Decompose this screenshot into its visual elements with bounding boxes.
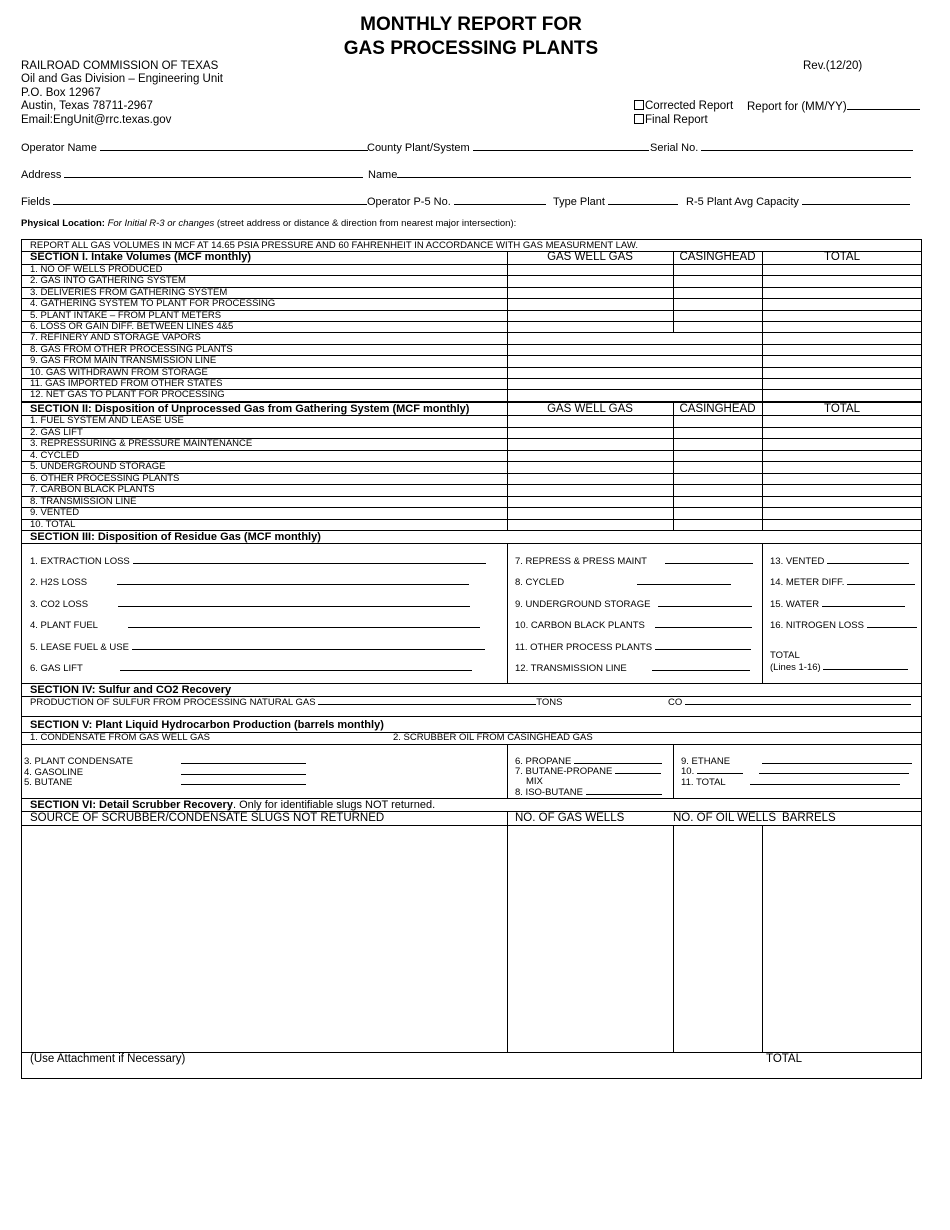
s3-field-label: 7. REPRESS & PRESS MAINT bbox=[515, 556, 647, 567]
address-field[interactable] bbox=[21, 168, 363, 181]
s1-row-label: 12. NET GAS TO PLANT FOR PROCESSING bbox=[30, 389, 225, 401]
rule bbox=[673, 744, 674, 798]
s2-row-label: 10. TOTAL bbox=[30, 518, 76, 530]
s3-field-label: 1. EXTRACTION LOSS bbox=[30, 556, 130, 567]
po-box: P.O. Box 12967 bbox=[21, 87, 101, 99]
s3-field-input[interactable] bbox=[128, 619, 480, 628]
final-report-option[interactable] bbox=[634, 114, 708, 128]
s2-gas-well-cell[interactable] bbox=[508, 484, 672, 495]
s3-field[interactable] bbox=[515, 598, 752, 610]
s1-total-cell[interactable] bbox=[763, 321, 921, 332]
s2-casinghead-cell[interactable] bbox=[674, 519, 761, 530]
s3-total-label: TOTAL bbox=[770, 650, 800, 661]
s1-total-cell[interactable] bbox=[763, 355, 921, 366]
s2-row-label: 5. UNDERGROUND STORAGE bbox=[30, 461, 166, 472]
s3-field-input[interactable] bbox=[117, 576, 469, 585]
s2-row-label: 7. CARBON BLACK PLANTS bbox=[30, 484, 155, 495]
s6-oil-wells-area[interactable] bbox=[674, 826, 761, 1051]
s1-casinghead-cell[interactable] bbox=[674, 275, 761, 286]
s5-left-input[interactable] bbox=[181, 766, 306, 775]
s5-left-label: 5. BUTANE bbox=[24, 777, 73, 788]
s3-field[interactable] bbox=[30, 641, 485, 653]
s5-left-field[interactable] bbox=[24, 776, 306, 788]
s2-total-cell[interactable] bbox=[763, 519, 921, 530]
physical-location-rest: (street address or distance & direction from nearest major intersection): bbox=[214, 218, 517, 229]
s1-total-cell[interactable] bbox=[763, 275, 921, 286]
iso-butane-field[interactable] bbox=[515, 786, 662, 798]
section3-title: SECTION III: Disposition of Residue Gas (MCF monthly) bbox=[30, 531, 321, 543]
s1-casinghead-cell[interactable] bbox=[674, 287, 761, 298]
sulfur-production-input[interactable] bbox=[318, 696, 536, 705]
ethane-label: 9. ETHANE bbox=[681, 756, 731, 767]
section1-title: SECTION I. Intake Volumes (MCF monthly) bbox=[30, 251, 252, 263]
s2-casinghead-cell[interactable] bbox=[674, 427, 761, 438]
section6-heading bbox=[30, 799, 435, 811]
section6-title: SECTION VI: Detail Scrubber Recovery bbox=[30, 799, 233, 811]
s3-field-label: 10. CARBON BLACK PLANTS bbox=[515, 620, 645, 631]
s1-row-label: 10. GAS WITHDRAWN FROM STORAGE bbox=[30, 366, 208, 378]
county-input[interactable] bbox=[473, 141, 649, 151]
section4-title: SECTION IV: Sulfur and CO2 Recovery bbox=[30, 684, 232, 696]
s3-field-input[interactable] bbox=[847, 576, 915, 585]
s2-gas-well-cell[interactable] bbox=[508, 461, 672, 472]
s2-total-cell[interactable] bbox=[763, 450, 921, 461]
s3-field-label: 5. LEASE FUEL & USE bbox=[30, 642, 129, 653]
s1-total-cell[interactable] bbox=[763, 367, 921, 378]
r5-capacity-field[interactable] bbox=[686, 195, 910, 208]
operator-p5-input[interactable] bbox=[454, 195, 546, 205]
s3-field[interactable] bbox=[30, 619, 480, 631]
email-address: Email:EngUnit@rrc.texas.gov bbox=[21, 114, 172, 126]
s3-field[interactable] bbox=[515, 555, 753, 567]
s1-gas-well-header: GAS WELL GAS bbox=[547, 251, 633, 263]
division-name: Oil and Gas Division – Engineering Unit bbox=[21, 73, 223, 85]
s1-row-label: 8. GAS FROM OTHER PROCESSING PLANTS bbox=[30, 343, 233, 355]
s2-casinghead-cell[interactable] bbox=[674, 496, 761, 507]
s3-field[interactable] bbox=[770, 555, 909, 567]
butane-propane-input[interactable] bbox=[615, 765, 661, 774]
fields-input[interactable] bbox=[53, 195, 367, 205]
iso-butane-input[interactable] bbox=[586, 786, 662, 795]
tons-label: TONS bbox=[536, 697, 563, 708]
item10-value-input[interactable] bbox=[759, 765, 909, 774]
s3-field-input[interactable] bbox=[132, 641, 485, 650]
s5-left-label: 3. PLANT CONDENSATE bbox=[24, 756, 133, 767]
serial-field[interactable] bbox=[650, 141, 913, 154]
operator-name-label: Operator Name bbox=[21, 142, 97, 154]
s1-total-cell[interactable] bbox=[763, 298, 921, 309]
s3-field-input[interactable] bbox=[120, 662, 472, 671]
s1-gas-well-cell[interactable] bbox=[508, 321, 672, 332]
s1-total-cell[interactable] bbox=[763, 310, 921, 321]
s1-total-cell[interactable] bbox=[763, 287, 921, 298]
s5-item1: 1. CONDENSATE FROM GAS WELL GAS bbox=[30, 732, 211, 743]
name-field[interactable] bbox=[368, 168, 911, 181]
s3-field-label: 8. CYCLED bbox=[515, 577, 565, 588]
s2-row-label: 1. FUEL SYSTEM AND LEASE USE bbox=[30, 415, 184, 426]
s3-field[interactable] bbox=[770, 598, 905, 610]
rule bbox=[21, 716, 922, 717]
s3-field-input[interactable] bbox=[655, 641, 751, 650]
s2-gas-well-cell[interactable] bbox=[508, 519, 672, 530]
s2-row-label: 4. CYCLED bbox=[30, 449, 80, 461]
s1-row-label: 5. PLANT INTAKE – FROM PLANT METERS bbox=[30, 309, 222, 321]
s1-total-cell[interactable] bbox=[763, 378, 921, 389]
propane-input[interactable] bbox=[574, 755, 662, 764]
address-label: Address bbox=[21, 169, 62, 181]
type-plant-label: Type Plant bbox=[553, 196, 605, 208]
s1-row-label: 2. GAS INTO GATHERING SYSTEM bbox=[30, 275, 186, 287]
sulfur-production-label: PRODUCTION OF SULFUR FROM PROCESSING NATURAL GAS bbox=[30, 697, 316, 708]
rule bbox=[507, 543, 508, 683]
serial-label: Serial No. bbox=[650, 142, 699, 154]
s2-casinghead-cell[interactable] bbox=[674, 438, 761, 449]
s3-field[interactable] bbox=[30, 662, 472, 674]
corrected-report-checkbox[interactable] bbox=[634, 100, 644, 110]
s6-total-label: TOTAL bbox=[766, 1053, 802, 1065]
report-for-label: Report for (MM/YY) bbox=[747, 101, 847, 113]
s2-row-label: 6. OTHER PROCESSING PLANTS bbox=[30, 472, 180, 484]
notice: REPORT ALL GAS VOLUMES IN MCF AT 14.65 PSIA PRESSURE AND 60 FAHRENHEIT IN ACCORDANCE WITH GAS MEASURMENT LAW. bbox=[30, 240, 638, 251]
revision: Rev.(12/20) bbox=[803, 60, 863, 72]
s1-row-label: 3. DELIVERIES FROM GATHERING SYSTEM bbox=[30, 286, 228, 298]
s3-field-input[interactable] bbox=[118, 598, 470, 607]
s2-gas-well-cell[interactable] bbox=[508, 496, 672, 507]
s1-casinghead-cell[interactable] bbox=[674, 264, 761, 275]
s1-total-cell[interactable] bbox=[763, 332, 921, 343]
s3-field-label: 6. GAS LIFT bbox=[30, 663, 83, 674]
s5-left-input[interactable] bbox=[181, 755, 306, 764]
s2-casinghead-cell[interactable] bbox=[674, 473, 761, 484]
s3-field-label: 12. TRANSMISSION LINE bbox=[515, 663, 627, 674]
s3-field-input[interactable] bbox=[658, 598, 752, 607]
s3-field-label: 13. VENTED bbox=[770, 556, 825, 567]
form-title-line2: GAS PROCESSING PLANTS bbox=[343, 38, 599, 59]
s1-row-label: 11. GAS IMPORTED FROM OTHER STATES bbox=[30, 378, 223, 389]
s2-total-header: TOTAL bbox=[824, 403, 860, 415]
s3-field-label: 16. NITROGEN LOSS bbox=[770, 620, 864, 631]
r5-capacity-input[interactable] bbox=[802, 195, 910, 205]
s2-total-cell[interactable] bbox=[763, 461, 921, 472]
name-label: Name bbox=[368, 169, 398, 181]
co2-field[interactable] bbox=[668, 696, 911, 708]
section5-title: SECTION V: Plant Liquid Hydrocarbon Production (barrels monthly) bbox=[30, 719, 384, 731]
s1-casinghead-cell[interactable] bbox=[674, 310, 761, 321]
s2-casinghead-cell[interactable] bbox=[674, 461, 761, 472]
item10-label: 10. bbox=[681, 766, 695, 777]
s1-gas-well-cell[interactable] bbox=[508, 287, 672, 298]
s2-row-label: 3. REPRESSURING & PRESSURE MAINTENANCE bbox=[30, 438, 253, 449]
s6-source-area[interactable] bbox=[22, 826, 506, 1051]
s1-total-cell[interactable] bbox=[763, 344, 921, 355]
report-for-field[interactable] bbox=[747, 100, 920, 115]
s2-total-cell[interactable] bbox=[763, 484, 921, 495]
s3-field-input[interactable] bbox=[867, 619, 917, 628]
fields-field[interactable] bbox=[21, 195, 367, 208]
fields-label: Fields bbox=[21, 196, 51, 208]
report-for-input[interactable] bbox=[847, 100, 920, 110]
s3-field-input[interactable] bbox=[637, 576, 731, 585]
s3-field[interactable] bbox=[515, 662, 750, 674]
s6-oil-wells-header: NO. OF OIL WELLS bbox=[673, 812, 777, 824]
s3-field-input[interactable] bbox=[822, 598, 905, 607]
co2-input[interactable] bbox=[685, 696, 911, 705]
iso-butane-label: 8. ISO-BUTANE bbox=[515, 787, 583, 798]
rule bbox=[673, 251, 674, 333]
rule bbox=[673, 402, 674, 530]
s2-casinghead-cell[interactable] bbox=[674, 415, 761, 426]
s2-casinghead-cell[interactable] bbox=[674, 507, 761, 518]
s3-field-input[interactable] bbox=[133, 555, 486, 564]
mix-label: MIX bbox=[526, 776, 543, 787]
s3-field[interactable] bbox=[770, 576, 915, 588]
s3-field-input[interactable] bbox=[655, 619, 752, 628]
address-input[interactable] bbox=[64, 168, 363, 178]
s2-row-label: 9. VENTED bbox=[30, 507, 80, 518]
name-input[interactable] bbox=[397, 168, 911, 178]
s2-casinghead-cell[interactable] bbox=[674, 450, 761, 461]
s1-total-cell[interactable] bbox=[763, 264, 921, 275]
agency-name: RAILROAD COMMISSION OF TEXAS bbox=[21, 60, 219, 72]
s6-barrels-area[interactable] bbox=[763, 826, 921, 1051]
city-address: Austin, Texas 78711-2967 bbox=[21, 100, 153, 112]
s6-source-header: SOURCE OF SCRUBBER/CONDENSATE SLUGS NOT RETURNED bbox=[30, 812, 385, 824]
section6-subtitle: . Only for identifiable slugs NOT returned. bbox=[232, 799, 436, 811]
s1-row-label: 1. NO OF WELLS PRODUCED bbox=[30, 264, 163, 275]
physical-location-label: Physical Location: bbox=[21, 218, 105, 229]
s3-field-label: 2. H2S LOSS bbox=[30, 577, 88, 588]
operator-name-input[interactable] bbox=[100, 141, 368, 151]
serial-input[interactable] bbox=[701, 141, 913, 151]
operator-p5-label: Operator P-5 No. bbox=[367, 196, 451, 208]
type-plant-input[interactable] bbox=[608, 195, 678, 205]
sulfur-production-field[interactable] bbox=[30, 696, 562, 708]
physical-location-italic: For Initial R-3 or changes bbox=[107, 218, 215, 229]
county-field[interactable] bbox=[367, 141, 649, 154]
s1-gas-well-cell[interactable] bbox=[508, 298, 672, 309]
physical-location bbox=[21, 218, 516, 229]
butane-propane-label: 7. BUTANE-PROPANE bbox=[515, 766, 613, 777]
s3-total-input[interactable] bbox=[823, 661, 908, 670]
s2-gas-well-cell[interactable] bbox=[508, 427, 672, 438]
s6-barrels-header: BARRELS bbox=[782, 812, 836, 824]
s5-total-label: 11. TOTAL bbox=[681, 777, 726, 788]
s2-row-label: 2. GAS LIFT bbox=[30, 426, 83, 438]
s2-gas-well-cell[interactable] bbox=[508, 450, 672, 461]
s2-total-cell[interactable] bbox=[763, 473, 921, 484]
s2-gas-well-cell[interactable] bbox=[508, 438, 672, 449]
r5-capacity-label: R-5 Plant Avg Capacity bbox=[686, 196, 799, 208]
s3-field[interactable] bbox=[515, 619, 752, 631]
s1-total-header: TOTAL bbox=[824, 251, 860, 263]
type-plant-field[interactable] bbox=[553, 195, 678, 208]
s2-total-cell[interactable] bbox=[763, 415, 921, 426]
s1-casinghead-header: CASINGHEAD bbox=[679, 251, 756, 263]
operator-name-field[interactable] bbox=[21, 141, 368, 154]
s1-row-label: 4. GATHERING SYSTEM TO PLANT FOR PROCESSING bbox=[30, 298, 276, 310]
propane-label: 6. PROPANE bbox=[515, 756, 572, 767]
s3-field-label: 4. PLANT FUEL bbox=[30, 620, 98, 631]
s2-casinghead-cell[interactable] bbox=[674, 484, 761, 495]
rule bbox=[507, 251, 508, 401]
s1-casinghead-cell[interactable] bbox=[674, 321, 761, 332]
co-label: CO bbox=[668, 697, 683, 708]
final-report-checkbox[interactable] bbox=[634, 114, 644, 124]
s1-row-label: 6. LOSS OR GAIN DIFF. BETWEEN LINES 4&5 bbox=[30, 321, 234, 332]
s2-total-cell[interactable] bbox=[763, 438, 921, 449]
s2-casinghead-header: CASINGHEAD bbox=[679, 403, 756, 415]
s5-total-input[interactable] bbox=[750, 776, 900, 785]
s1-gas-well-cell[interactable] bbox=[508, 275, 672, 286]
s2-gas-well-header: GAS WELL GAS bbox=[547, 403, 633, 415]
ethane-input[interactable] bbox=[762, 755, 912, 764]
s2-gas-well-cell[interactable] bbox=[508, 507, 672, 518]
rule bbox=[21, 744, 922, 745]
rule bbox=[507, 402, 508, 530]
s3-field[interactable] bbox=[770, 619, 917, 631]
s1-total-cell[interactable] bbox=[763, 389, 921, 400]
s3-total-lines-label: (Lines 1-16) bbox=[770, 662, 821, 673]
s3-field-label: 9. UNDERGROUND STORAGE bbox=[515, 599, 651, 610]
rule bbox=[507, 744, 508, 798]
s3-total-lines[interactable] bbox=[770, 661, 908, 673]
rule bbox=[762, 543, 763, 683]
s6-gas-wells-header: NO. OF GAS WELLS bbox=[515, 812, 625, 824]
s3-field[interactable] bbox=[515, 641, 751, 653]
form-title-line1: MONTHLY REPORT FOR bbox=[360, 14, 582, 35]
rule bbox=[762, 402, 763, 530]
rule bbox=[21, 543, 922, 544]
s2-total-cell[interactable] bbox=[763, 427, 921, 438]
s1-row-label: 7. REFINERY AND STORAGE VAPORS bbox=[30, 332, 201, 344]
s2-total-cell[interactable] bbox=[763, 496, 921, 507]
s1-gas-well-cell[interactable] bbox=[508, 310, 672, 321]
s6-gas-wells-area[interactable] bbox=[508, 826, 672, 1051]
corrected-report-label: Corrected Report bbox=[645, 100, 734, 112]
corrected-report-option[interactable] bbox=[634, 100, 733, 114]
s5-total-field[interactable] bbox=[681, 776, 900, 788]
s1-row-label: 9. GAS FROM MAIN TRANSMISSION LINE bbox=[30, 355, 217, 367]
s3-field-input[interactable] bbox=[665, 555, 753, 564]
s3-field[interactable] bbox=[515, 576, 731, 588]
s3-field-label: 11. OTHER PROCESS PLANTS bbox=[515, 642, 653, 653]
s3-field[interactable] bbox=[30, 598, 470, 610]
s3-field-label: 15. WATER bbox=[770, 599, 820, 610]
s5-left-input[interactable] bbox=[181, 776, 306, 785]
section2-title: SECTION II: Disposition of Unprocessed Gas from Gathering System (MCF monthly) bbox=[30, 403, 470, 415]
s2-gas-well-cell[interactable] bbox=[508, 415, 672, 426]
s2-gas-well-cell[interactable] bbox=[508, 473, 672, 484]
county-label: County Plant/System bbox=[367, 142, 470, 154]
s3-field[interactable] bbox=[30, 555, 486, 567]
s3-field-input[interactable] bbox=[827, 555, 909, 564]
s3-field-input[interactable] bbox=[652, 662, 750, 671]
s5-item2: 2. SCRUBBER OIL FROM CASINGHEAD GAS bbox=[393, 732, 593, 743]
final-report-label: Final Report bbox=[645, 114, 708, 126]
s6-attachment-note: (Use Attachment if Necessary) bbox=[30, 1053, 186, 1065]
s2-total-cell[interactable] bbox=[763, 507, 921, 518]
s1-gas-well-cell[interactable] bbox=[508, 264, 672, 275]
s5-left-label: 4. GASOLINE bbox=[24, 766, 84, 778]
s2-row-label: 8. TRANSMISSION LINE bbox=[30, 495, 137, 507]
s3-field[interactable] bbox=[30, 576, 469, 588]
operator-p5-field[interactable] bbox=[367, 195, 546, 208]
s3-field-label: 3. CO2 LOSS bbox=[30, 599, 89, 610]
s3-field-label: 14. METER DIFF. bbox=[770, 577, 845, 588]
s1-casinghead-cell[interactable] bbox=[674, 298, 761, 309]
rule bbox=[762, 251, 763, 401]
item10-name-input[interactable] bbox=[697, 765, 743, 774]
